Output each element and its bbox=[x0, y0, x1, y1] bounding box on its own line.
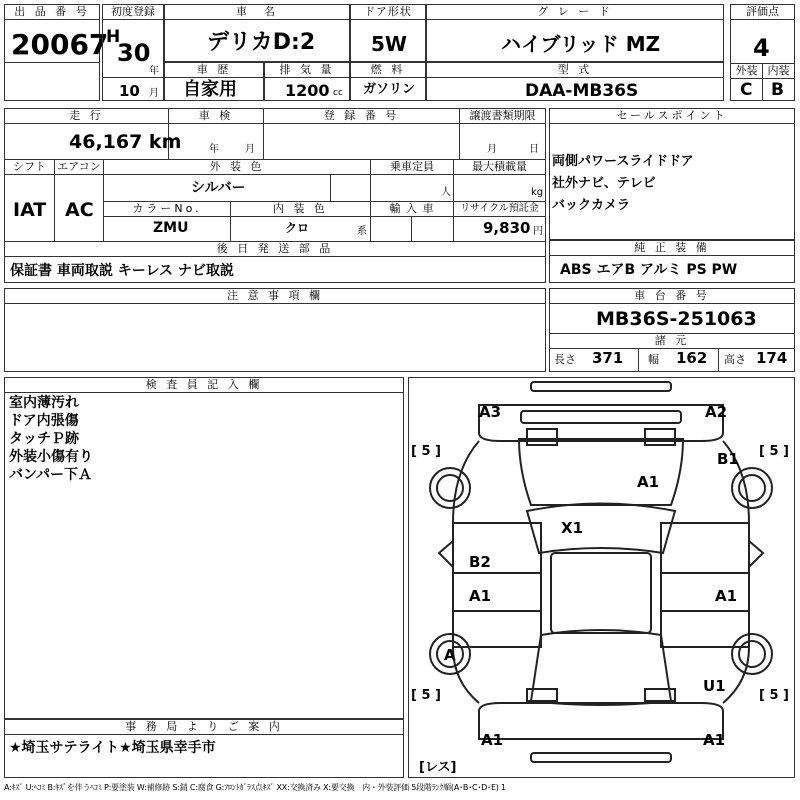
history-box bbox=[164, 62, 264, 101]
inspection-month-unit: 月 bbox=[245, 144, 255, 155]
rear-bumper-outline bbox=[479, 703, 723, 739]
load-label: 最大積載量 bbox=[454, 160, 545, 175]
later-parts-label: 後 日 発 送 部 品 bbox=[5, 242, 545, 257]
length-label: 長さ bbox=[554, 353, 576, 366]
inspector-note: バンパー下Ａ bbox=[9, 467, 93, 483]
left-side-outline bbox=[453, 523, 541, 647]
fuel: ガソリン bbox=[363, 82, 416, 97]
grade-label: グ レ ー ド bbox=[427, 5, 723, 20]
displacement-unit: cc bbox=[333, 88, 343, 98]
first-registration-box bbox=[102, 4, 164, 101]
mileage-label: 走 行 bbox=[5, 109, 168, 124]
tread-front-left: [ 5 ] bbox=[411, 444, 441, 459]
damage-mark-a1-left-door: A1 bbox=[469, 587, 492, 605]
inspector-note: タッチＰ跡 bbox=[9, 431, 79, 447]
displacement-label: 排 気 量 bbox=[265, 63, 349, 78]
office-box bbox=[4, 719, 404, 778]
interior-grade: B bbox=[771, 80, 784, 100]
score-label: 評価点 bbox=[731, 5, 794, 20]
model-label: 型 式 bbox=[427, 63, 723, 78]
lot-box bbox=[4, 4, 109, 101]
equipment-box bbox=[549, 240, 795, 283]
transfer-day-unit: 日 bbox=[529, 144, 539, 155]
fuel-box bbox=[350, 62, 426, 101]
tread-rear-right: [ 5 ] bbox=[759, 688, 789, 703]
later-parts: 保証書 車両取説 キーレス ナビ取説 bbox=[10, 263, 234, 279]
month-unit: 月 bbox=[149, 88, 159, 99]
color-number-label: カラーNo. bbox=[104, 202, 230, 217]
tread-front-right: [ 5 ] bbox=[759, 444, 789, 459]
damage-mark-a1-left-rear: A1 bbox=[481, 731, 504, 749]
vehicle-details-box bbox=[4, 108, 546, 283]
shift: IAT bbox=[13, 199, 47, 221]
capacity-label: 乗車定員 bbox=[371, 160, 453, 175]
lot-number: 20067 bbox=[11, 28, 109, 61]
transfer-label: 譲渡書類期限 bbox=[460, 109, 545, 124]
specs-label: 諸 元 bbox=[550, 334, 794, 349]
door-type: 5W bbox=[371, 32, 407, 56]
chassis-number: MB36S-251063 bbox=[596, 308, 757, 330]
damage-mark-a3: A3 bbox=[479, 403, 502, 421]
hood-outline bbox=[519, 439, 683, 505]
damage-mark-b1: B1 bbox=[717, 450, 739, 468]
interior-color: クロ bbox=[285, 221, 310, 235]
length-value: 371 bbox=[592, 349, 624, 367]
car-name-label: 車 名 bbox=[165, 5, 349, 20]
damage-mark-a1-hood: A1 bbox=[637, 473, 660, 491]
legend: A:ｷｽﾞ U:ﾍｺﾐ B:ｷｽﾞを伴うﾍｺﾐ P:要塗装 W:補修跡 S:錆 C:腐食 G:ﾌﾛﾝﾄｶﾞﾗｽ点ｷｽﾞ XX:交換済み X:要交換 内・外装評価 5段階ﾗﾝｸ順(A･B･C･D･E) 1 bbox=[4, 783, 506, 792]
inspector-note: ドア内張傷 bbox=[9, 413, 79, 429]
exterior-grade: C bbox=[740, 80, 753, 100]
door-box bbox=[350, 4, 426, 62]
inspection-label: 車 検 bbox=[169, 109, 263, 124]
spare-tire: [レス] bbox=[419, 760, 457, 775]
score-box bbox=[730, 4, 795, 101]
interior-grade-label: 内装 bbox=[763, 64, 794, 79]
width-label: 幅 bbox=[648, 353, 659, 366]
fuel-label: 燃 料 bbox=[351, 63, 425, 78]
sales-point-line: 社外ナビ、テレビ bbox=[552, 176, 656, 191]
color-number: ZMU bbox=[153, 220, 189, 236]
recycle-label: リサイクル預託金 bbox=[454, 202, 545, 217]
inspection-year-unit: 年 bbox=[209, 144, 219, 155]
recycle-fee: 9,830 bbox=[483, 219, 531, 237]
damage-mark-a-wheel: A bbox=[444, 646, 456, 664]
shift-label: シフト bbox=[5, 160, 54, 175]
car-name-box bbox=[164, 4, 350, 62]
model-box bbox=[426, 62, 724, 101]
era-letter: H bbox=[106, 27, 121, 47]
ac-label: エアコン bbox=[55, 160, 103, 175]
inspector-label: 検 査 員 記 入 欄 bbox=[5, 378, 403, 393]
damage-mark-u1: U1 bbox=[703, 677, 726, 695]
lot-label: 出 品 番 号 bbox=[5, 5, 99, 20]
exterior-color-label: 外 装 色 bbox=[104, 160, 370, 175]
front-bumper-top bbox=[531, 382, 671, 391]
sales-point-box bbox=[549, 108, 795, 240]
width-value: 162 bbox=[676, 349, 708, 367]
damage-diagram-box bbox=[408, 377, 795, 778]
damage-mark-x1: X1 bbox=[561, 519, 584, 537]
transfer-month-unit: 月 bbox=[487, 144, 497, 155]
mileage: 46,167 km bbox=[69, 131, 182, 153]
sales-point-line: バックカメラ bbox=[552, 198, 631, 213]
capacity-unit: 人 bbox=[441, 187, 451, 198]
notes-label: 注 意 事 項 欄 bbox=[5, 289, 545, 304]
tread-rear-left: [ 5 ] bbox=[411, 688, 441, 703]
regno-label: 登 録 番 号 bbox=[264, 109, 459, 124]
year-unit: 年 bbox=[149, 66, 159, 77]
interior-color-unit: 系 bbox=[357, 226, 367, 237]
grade-box bbox=[426, 4, 724, 62]
registration-month: 10 bbox=[119, 82, 140, 100]
chassis-label: 車 台 番 号 bbox=[550, 289, 794, 304]
import-label: 輸 入 車 bbox=[371, 202, 453, 217]
car-name: デリカD:2 bbox=[207, 30, 316, 55]
inspector-note: 室内薄汚れ bbox=[9, 395, 79, 411]
chassis-box bbox=[549, 288, 795, 372]
recycle-unit: 円 bbox=[533, 226, 543, 237]
height-label: 高さ bbox=[724, 353, 746, 366]
history: 自家用 bbox=[183, 79, 237, 100]
damage-mark-a1-right-door: A1 bbox=[715, 587, 738, 605]
office-text: ★埼玉サテライト★埼玉県幸手市 bbox=[9, 740, 216, 756]
load-unit: kg bbox=[531, 187, 544, 198]
model-code: DAA-MB36S bbox=[525, 81, 639, 101]
height-value: 174 bbox=[756, 349, 788, 367]
damage-mark-b2: B2 bbox=[469, 553, 491, 571]
sales-point-label: セールスポイント bbox=[550, 109, 794, 124]
car-damage-diagram bbox=[409, 378, 794, 777]
office-label: 事 務 局 よ り ご 案 内 bbox=[5, 720, 403, 735]
inspector-note: 外装小傷有り bbox=[9, 449, 93, 465]
interior-color-label: 内 装 色 bbox=[231, 202, 370, 217]
sales-point-line: 両側パワースライドドア bbox=[552, 154, 694, 169]
displacement: 1200 bbox=[285, 81, 330, 100]
exterior-color: シルバー bbox=[191, 180, 246, 196]
equipment-items: ABS エアB アルミ PS PW bbox=[560, 262, 738, 278]
grade: ハイブリッド MZ bbox=[501, 32, 661, 56]
score: 4 bbox=[753, 34, 770, 62]
damage-mark-a2: A2 bbox=[705, 403, 728, 421]
exterior-grade-label: 外装 bbox=[731, 64, 762, 79]
displacement-box bbox=[264, 62, 350, 101]
notes-box bbox=[4, 288, 546, 372]
roof-outline bbox=[551, 553, 651, 633]
right-side-outline bbox=[661, 523, 749, 647]
door-label: ドア形状 bbox=[351, 5, 425, 20]
first-registration-label: 初度登録 bbox=[103, 5, 163, 20]
damage-mark-a1-right-rear: A1 bbox=[703, 731, 726, 749]
registration-year: 30 bbox=[117, 39, 151, 67]
equipment-label: 純 正 装 備 bbox=[550, 241, 794, 256]
ac: AC bbox=[65, 199, 94, 221]
history-label: 車 歴 bbox=[165, 63, 263, 78]
inspector-box bbox=[4, 377, 404, 719]
